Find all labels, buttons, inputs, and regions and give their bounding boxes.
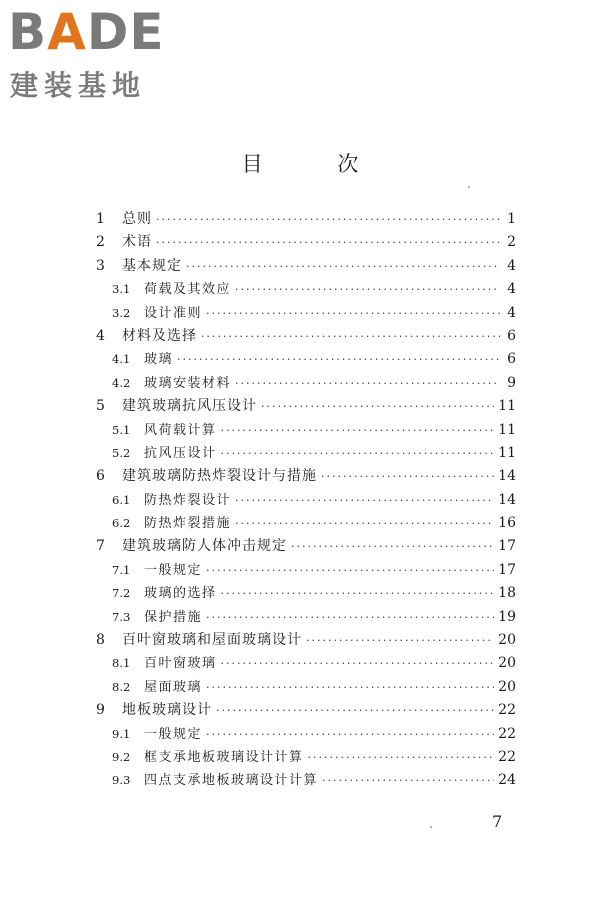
toc-section-row — [96, 652, 516, 675]
toc-leader-dots — [221, 582, 495, 605]
toc-entry-title: 玻璃安装材料 — [144, 375, 232, 391]
bade-logo — [8, 3, 178, 102]
toc-entry-number: 2 — [96, 234, 105, 251]
toc-chapter-row — [96, 465, 516, 488]
page-number: 7 — [492, 812, 503, 831]
toc-leader-dots — [261, 395, 494, 418]
toc-leader-dots — [221, 442, 495, 465]
toc-entry-number: 9 — [96, 702, 105, 719]
toc-entry-number: 6.1 — [112, 492, 131, 507]
toc-leader-dots — [321, 465, 494, 488]
toc-leader-dots — [221, 652, 495, 675]
toc-leader-dots — [291, 535, 494, 558]
toc-entry-number: 4 — [96, 327, 105, 344]
toc-leader-dots — [206, 302, 500, 325]
toc-entry-title: 百叶窗玻璃 — [144, 656, 217, 672]
toc-leader-dots — [156, 231, 500, 254]
toc-entry-title: 一般规定 — [144, 562, 203, 578]
toc-leader-dots — [177, 348, 500, 371]
toc-entry-title: 防热炸裂设计 — [144, 492, 232, 508]
toc-entry-title: 地板玻璃设计 — [122, 702, 212, 719]
toc-entry-page: 14 — [498, 491, 516, 508]
toc-section-row — [96, 723, 516, 746]
toc-entry-title: 材料及选择 — [122, 327, 197, 344]
toc-entry-number: 7.3 — [112, 609, 131, 624]
toc-entry-title: 建筑玻璃防人体冲击规定 — [122, 538, 287, 555]
toc-chapter-row — [96, 535, 516, 558]
toc-entry-number: 6 — [96, 468, 105, 485]
toc-section-row — [96, 348, 516, 371]
toc-chapter-row — [96, 325, 516, 348]
toc-entry-page: 18 — [498, 585, 516, 602]
toc-entry-title: 风荷载计算 — [144, 422, 217, 438]
toc-section-row — [96, 512, 516, 535]
toc-section-row — [96, 746, 516, 769]
toc-section-row — [96, 489, 516, 512]
toc-entry-page: 17 — [498, 538, 516, 555]
toc-entry-page: 11 — [498, 398, 516, 415]
toc-entry-number: 8.1 — [112, 656, 131, 671]
toc-entry-number: 7 — [96, 538, 105, 555]
toc-entry-page: 2 — [507, 234, 516, 251]
toc-entry-title: 术语 — [122, 234, 152, 251]
toc-section-row — [96, 278, 516, 301]
toc-entry-page: 19 — [498, 608, 516, 625]
toc-entry-page: 1 — [507, 211, 516, 227]
toc-entry-number: 1 — [96, 211, 105, 227]
toc-leader-dots — [235, 489, 494, 512]
toc-entry-number: 6.2 — [112, 516, 131, 531]
toc-entry-page: 20 — [498, 655, 516, 672]
toc-entry-title: 建筑玻璃防热炸裂设计与措施 — [122, 468, 317, 485]
toc-entry-title: 防热炸裂措施 — [144, 516, 232, 532]
toc-entry-number: 4.2 — [112, 375, 131, 390]
toc-entry-page: 14 — [498, 468, 516, 485]
toc-chapter-row — [96, 629, 516, 652]
toc-entry-title: 荷载及其效应 — [144, 282, 232, 298]
toc-leader-dots — [206, 606, 494, 629]
table-of-contents — [96, 208, 516, 793]
toc-entry-page: 20 — [498, 632, 516, 649]
toc-entry-page: 9 — [507, 374, 516, 391]
toc-section-row — [96, 676, 516, 699]
toc-entry-number: 5.2 — [112, 445, 131, 460]
toc-entry-number: 4.1 — [112, 352, 131, 367]
toc-leader-dots — [306, 629, 494, 652]
toc-entry-number: 9.2 — [112, 749, 131, 764]
toc-section-row — [96, 302, 516, 325]
toc-entry-page: 6 — [507, 351, 516, 368]
toc-leader-dots — [156, 208, 500, 231]
toc-entry-title: 设计准则 — [144, 305, 203, 321]
toc-leader-dots — [206, 723, 494, 746]
toc-leader-dots — [308, 746, 495, 769]
toc-entry-title: 保护措施 — [144, 609, 203, 625]
toc-entry-title: 框支承地板玻璃设计计算 — [144, 749, 304, 765]
toc-chapter-row — [96, 395, 516, 418]
toc-chapter-row — [96, 699, 516, 722]
toc-entry-page: 22 — [498, 748, 516, 765]
toc-leader-dots — [216, 699, 494, 722]
toc-entry-page: 4 — [507, 257, 516, 274]
toc-entry-title: 四点支承地板玻璃设计计算 — [144, 773, 319, 789]
toc-entry-title: 抗风压设计 — [144, 445, 217, 461]
toc-entry-title: 建筑玻璃抗风压设计 — [122, 398, 257, 415]
toc-leader-dots — [235, 278, 500, 301]
toc-entry-page: 4 — [507, 281, 516, 298]
toc-chapter-row — [96, 231, 516, 254]
toc-entry-page: 6 — [507, 327, 516, 344]
toc-section-row — [96, 606, 516, 629]
toc-entry-page: 11 — [498, 444, 516, 461]
toc-section-row — [96, 769, 516, 792]
toc-leader-dots — [322, 769, 494, 792]
toc-entry-title: 玻璃 — [144, 352, 174, 368]
toc-entry-number: 8.2 — [112, 679, 131, 694]
toc-entry-title: 玻璃的选择 — [144, 586, 217, 602]
toc-leader-dots — [235, 372, 500, 395]
toc-entry-number: 3 — [96, 257, 105, 274]
toc-entry-page: 11 — [498, 421, 516, 438]
toc-section-row — [96, 372, 516, 395]
toc-leader-dots — [235, 512, 494, 535]
toc-title: 目 次 — [241, 152, 393, 176]
toc-chapter-row — [96, 255, 516, 278]
toc-entry-title: 百叶窗玻璃和屋面玻璃设计 — [122, 632, 302, 649]
toc-entry-number: 9.1 — [112, 726, 131, 741]
toc-entry-number: 3.2 — [112, 305, 131, 320]
toc-entry-title: 总则 — [122, 211, 152, 227]
toc-section-row — [96, 419, 516, 442]
toc-entry-page: 22 — [498, 725, 516, 742]
scan-speck — [468, 186, 470, 188]
toc-section-row — [96, 559, 516, 582]
toc-entry-page: 17 — [498, 561, 516, 578]
toc-entry-page: 20 — [498, 678, 516, 695]
toc-section-row — [96, 442, 516, 465]
toc-chapter-row — [96, 208, 516, 231]
toc-entry-page: 16 — [498, 515, 516, 532]
toc-entry-number: 3.1 — [112, 282, 131, 297]
toc-entry-title: 屋面玻璃 — [144, 679, 203, 695]
toc-entry-number: 5 — [96, 398, 105, 415]
toc-entry-number: 9.3 — [112, 773, 131, 788]
toc-entry-number: 8 — [96, 632, 105, 649]
scan-speck — [430, 826, 432, 828]
toc-entry-title: 一般规定 — [144, 726, 203, 742]
logo-subtitle: 建装基地 — [10, 69, 147, 102]
toc-leader-dots — [221, 419, 495, 442]
toc-entry-title: 基本规定 — [122, 257, 182, 274]
logo-wordmark: BADE — [8, 3, 165, 61]
toc-leader-dots — [206, 676, 494, 699]
toc-entry-page: 4 — [507, 304, 516, 321]
toc-leader-dots — [186, 255, 500, 278]
toc-section-row — [96, 582, 516, 605]
toc-entry-page: 24 — [498, 772, 516, 789]
toc-entry-number: 5.1 — [112, 422, 131, 437]
toc-leader-dots — [206, 559, 494, 582]
toc-entry-number: 7.1 — [112, 562, 131, 577]
toc-leader-dots — [201, 325, 500, 348]
toc-entry-number: 7.2 — [112, 586, 131, 601]
toc-entry-page: 22 — [498, 702, 516, 719]
